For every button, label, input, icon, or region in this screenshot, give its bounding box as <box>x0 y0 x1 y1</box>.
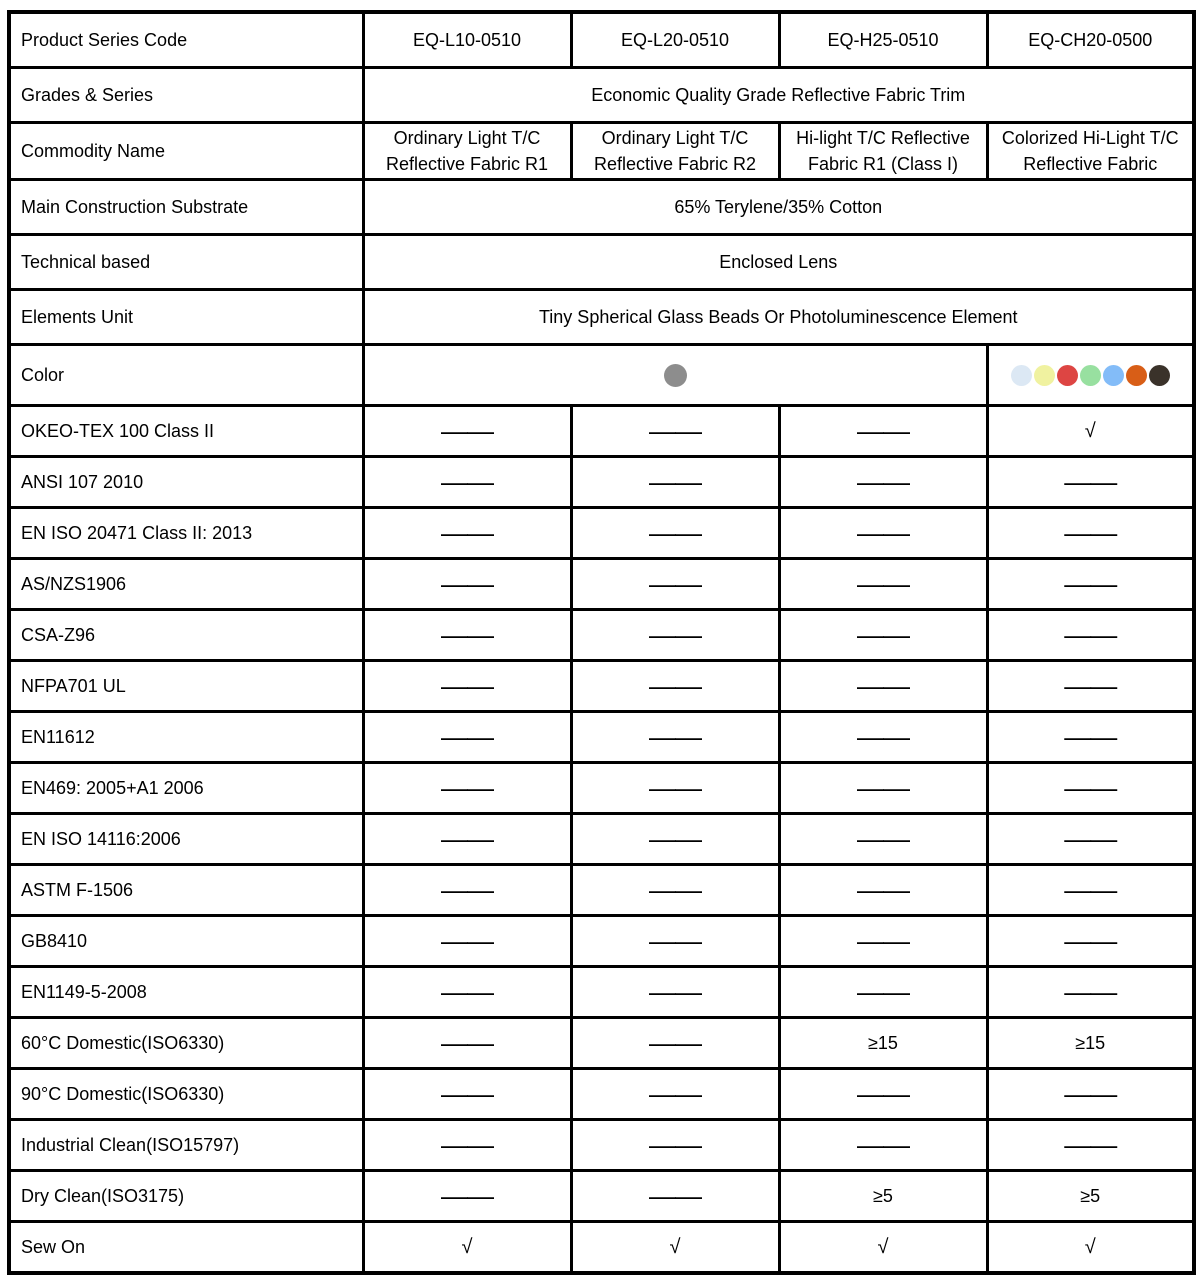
table-row <box>9 1018 1194 1069</box>
spec-cell: —— <box>779 406 987 457</box>
row-label-elements-unit: Elements Unit <box>9 290 363 345</box>
color-dot <box>664 364 687 387</box>
row-label-product-series-code: Product Series Code <box>9 12 363 68</box>
table-row <box>9 763 1194 814</box>
table-row-technical-based <box>9 235 1194 290</box>
spec-cell: —— <box>779 508 987 559</box>
spec-cell: —— <box>779 457 987 508</box>
spec-cell: —— <box>363 406 571 457</box>
spec-cell: —— <box>987 712 1194 763</box>
table-row <box>9 406 1194 457</box>
spec-row-label: EN ISO 14116:2006 <box>9 814 363 865</box>
spec-row-label: 90°C Domestic(ISO6330) <box>9 1069 363 1120</box>
table-row <box>9 457 1194 508</box>
spec-cell: —— <box>571 865 779 916</box>
table-row <box>9 661 1194 712</box>
spec-cell: —— <box>571 1120 779 1171</box>
spec-cell: —— <box>987 1069 1194 1120</box>
spec-cell: ≥15 <box>779 1018 987 1069</box>
row-label-grades-series: Grades & Series <box>9 68 363 123</box>
spec-cell: —— <box>779 1120 987 1171</box>
commodity-name-cell: Colorized Hi-Light T/C Reflective Fabric <box>987 123 1194 180</box>
spec-cell: —— <box>571 1171 779 1222</box>
spec-cell: —— <box>571 610 779 661</box>
spec-cell: —— <box>779 661 987 712</box>
spec-cell: —— <box>987 559 1194 610</box>
product-code-cell: EQ-L10-0510 <box>363 12 571 68</box>
spec-cell: √ <box>987 1222 1194 1274</box>
spec-cell: —— <box>987 763 1194 814</box>
product-code-cell: EQ-H25-0510 <box>779 12 987 68</box>
spec-row-label: OKEO-TEX 100 Class II <box>9 406 363 457</box>
table-row <box>9 610 1194 661</box>
spec-cell: —— <box>571 967 779 1018</box>
spec-row-label: EN469: 2005+A1 2006 <box>9 763 363 814</box>
spec-cell: —— <box>571 508 779 559</box>
spec-cell: —— <box>363 712 571 763</box>
spec-cell: —— <box>987 916 1194 967</box>
table-row-grades-series <box>9 68 1194 123</box>
table-row-elements-unit <box>9 290 1194 345</box>
spec-cell: —— <box>987 661 1194 712</box>
spec-cell: —— <box>363 814 571 865</box>
spec-row-label: ASTM F-1506 <box>9 865 363 916</box>
spec-cell: —— <box>779 916 987 967</box>
table-row-commodity-name <box>9 123 1194 180</box>
commodity-name-cell: Hi-light T/C Reflective Fabric R1 (Class I) <box>779 123 987 180</box>
spec-cell: —— <box>571 814 779 865</box>
spec-cell: ≥15 <box>987 1018 1194 1069</box>
spec-cell: —— <box>571 406 779 457</box>
product-code-cell: EQ-CH20-0500 <box>987 12 1194 68</box>
spec-row-label: EN ISO 20471 Class II: 2013 <box>9 508 363 559</box>
spec-row-label: NFPA701 UL <box>9 661 363 712</box>
substrate-value: 65% Terylene/35% Cotton <box>363 180 1194 235</box>
table-row <box>9 1222 1194 1274</box>
spec-cell: —— <box>987 457 1194 508</box>
table-row <box>9 1171 1194 1222</box>
commodity-name-cell: Ordinary Light T/C Reflective Fabric R1 <box>363 123 571 180</box>
spec-cell: —— <box>571 916 779 967</box>
spec-cell: —— <box>571 1018 779 1069</box>
spec-cell: —— <box>363 865 571 916</box>
table-row <box>9 559 1194 610</box>
spec-row-label: Dry Clean(ISO3175) <box>9 1171 363 1222</box>
spec-cell: ≥5 <box>779 1171 987 1222</box>
table-row-color <box>9 345 1194 406</box>
spec-cell: —— <box>779 814 987 865</box>
spec-cell: ≥5 <box>987 1171 1194 1222</box>
spec-cell: √ <box>363 1222 571 1274</box>
gray-color-swatch <box>375 364 976 387</box>
spec-cell: —— <box>571 763 779 814</box>
spec-cell: √ <box>779 1222 987 1274</box>
spec-cell: —— <box>779 712 987 763</box>
spec-row-label: Sew On <box>9 1222 363 1274</box>
table-row <box>9 814 1194 865</box>
spec-cell: —— <box>363 1069 571 1120</box>
spec-cell: —— <box>779 1069 987 1120</box>
spec-cell: —— <box>363 916 571 967</box>
color-dot <box>1149 365 1170 386</box>
color-dot <box>1103 365 1124 386</box>
spec-cell: —— <box>363 457 571 508</box>
row-label-technical-based: Technical based <box>9 235 363 290</box>
spec-cell: —— <box>571 712 779 763</box>
spec-cell: —— <box>779 763 987 814</box>
color-dot <box>1057 365 1078 386</box>
spec-cell: —— <box>987 865 1194 916</box>
spec-cell: —— <box>363 559 571 610</box>
spec-cell: √ <box>571 1222 779 1274</box>
spec-cell: —— <box>363 967 571 1018</box>
spec-cell: —— <box>571 457 779 508</box>
spec-cell: —— <box>987 1120 1194 1171</box>
spec-row-label: CSA-Z96 <box>9 610 363 661</box>
spec-cell: —— <box>363 763 571 814</box>
commodity-name-cell: Ordinary Light T/C Reflective Fabric R2 <box>571 123 779 180</box>
color-palette-cell <box>987 345 1194 406</box>
spec-cell: —— <box>987 610 1194 661</box>
spec-cell: —— <box>571 661 779 712</box>
grades-series-value: Economic Quality Grade Reflective Fabric Trim <box>363 68 1194 123</box>
spec-cell: —— <box>779 610 987 661</box>
table-row-product-series-code <box>9 12 1194 68</box>
spec-cell: √ <box>987 406 1194 457</box>
table-row <box>9 712 1194 763</box>
elements-unit-value: Tiny Spherical Glass Beads Or Photoluminescence Element <box>363 290 1194 345</box>
color-standard-cell <box>363 345 987 406</box>
spec-row-label: EN1149-5-2008 <box>9 967 363 1018</box>
spec-cell: —— <box>363 610 571 661</box>
spec-cell: —— <box>571 559 779 610</box>
spec-row-label: AS/NZS1906 <box>9 559 363 610</box>
color-dot <box>1080 365 1101 386</box>
product-spec-table <box>7 10 1196 1275</box>
spec-cell: —— <box>779 559 987 610</box>
product-code-cell: EQ-L20-0510 <box>571 12 779 68</box>
spec-cell: —— <box>987 508 1194 559</box>
table-row <box>9 1120 1194 1171</box>
table-row <box>9 967 1194 1018</box>
spec-cell: —— <box>987 814 1194 865</box>
spec-cell: —— <box>363 1018 571 1069</box>
spec-row-label: ANSI 107 2010 <box>9 457 363 508</box>
spec-cell: —— <box>363 508 571 559</box>
table-row <box>9 508 1194 559</box>
spec-cell: —— <box>779 865 987 916</box>
spec-cell: —— <box>987 967 1194 1018</box>
color-dot <box>1126 365 1147 386</box>
spec-cell: —— <box>363 661 571 712</box>
spec-cell: —— <box>779 967 987 1018</box>
color-palette-swatches <box>999 365 1183 386</box>
spec-row-label: GB8410 <box>9 916 363 967</box>
spec-row-label: EN11612 <box>9 712 363 763</box>
table-row <box>9 916 1194 967</box>
table-row <box>9 865 1194 916</box>
spec-row-label: Industrial Clean(ISO15797) <box>9 1120 363 1171</box>
row-label-color: Color <box>9 345 363 406</box>
spec-cell: —— <box>363 1171 571 1222</box>
table-row-substrate <box>9 180 1194 235</box>
row-label-substrate: Main Construction Substrate <box>9 180 363 235</box>
spec-cell: —— <box>571 1069 779 1120</box>
color-dot <box>1034 365 1055 386</box>
row-label-commodity-name: Commodity Name <box>9 123 363 180</box>
spec-row-label: 60°C Domestic(ISO6330) <box>9 1018 363 1069</box>
technical-based-value: Enclosed Lens <box>363 235 1194 290</box>
color-dot <box>1011 365 1032 386</box>
table-row <box>9 1069 1194 1120</box>
spec-cell: —— <box>363 1120 571 1171</box>
